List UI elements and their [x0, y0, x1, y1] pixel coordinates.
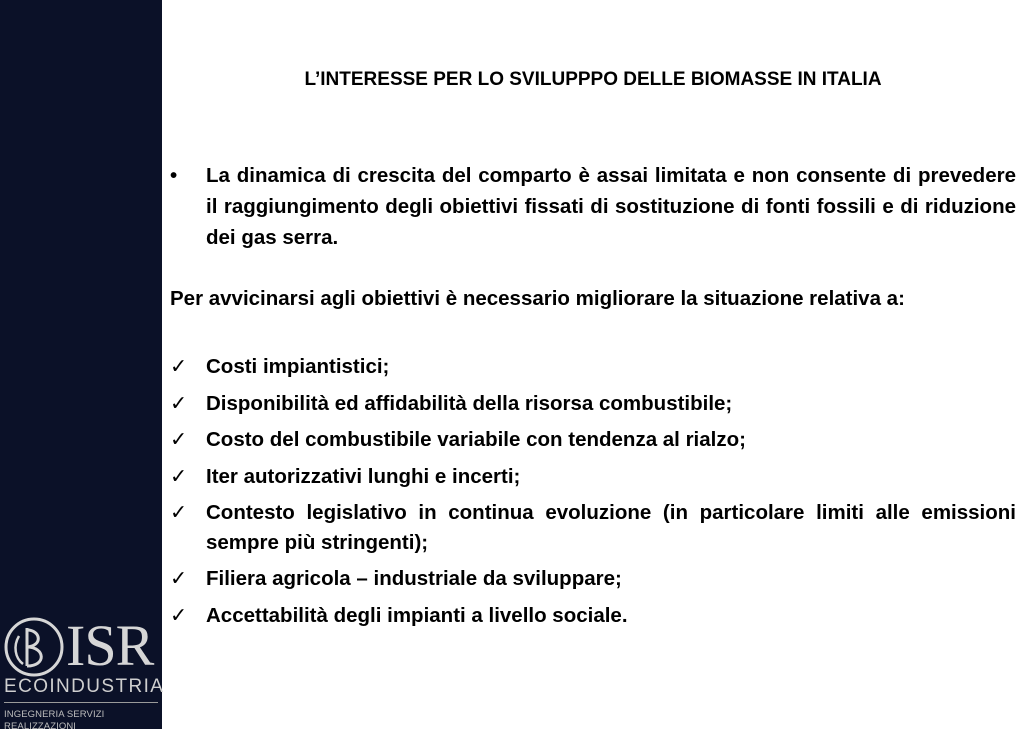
checklist-item: [170, 352, 1016, 382]
logo-subtitle: ECOINDUSTRIA: [4, 676, 165, 697]
checklist-item: [170, 564, 1016, 594]
check-icon: ✓: [170, 428, 188, 451]
bullet-item: [170, 160, 1016, 253]
logo-tagline: INGEGNERIA SERVIZI REALIZZAZIONI: [4, 709, 105, 732]
checklist-item-text: Iter autorizzativi lunghi e incerti;: [206, 464, 521, 488]
check-icon: ✓: [170, 355, 188, 378]
intro-paragraph: Per avvicinarsi agli obiettivi è necessario migliorare la situazione relativa a:: [170, 287, 905, 310]
logo-monogram-icon: [3, 616, 65, 678]
checklist-item-text: Filiera agricola – industriale da sviluppare;: [206, 567, 622, 590]
logo-brand-text: ISR: [66, 613, 154, 678]
checklist-item: [170, 389, 1016, 419]
check-icon: ✓: [170, 567, 188, 590]
checklist-item-text: Costi impiantistici;: [206, 355, 390, 378]
company-logo: [0, 612, 165, 732]
checklist-item-text: Contesto legislativo in continua evoluzione (in particolare limiti alle emissioni sempre più stringenti);: [206, 501, 1016, 554]
check-icon: ✓: [170, 501, 188, 524]
checklist-item: [170, 601, 1016, 631]
check-icon: ✓: [170, 464, 188, 488]
slide-content: [170, 160, 1016, 637]
checklist-item: [170, 462, 1016, 492]
checklist: [170, 352, 1016, 630]
bullet-marker: •: [170, 164, 178, 187]
check-icon: ✓: [170, 603, 188, 627]
bullet-text: La dinamica di crescita del comparto è assai limitata e non consente di prevedere il raggiungimento degli obiettivi fissati di sostituzione di fonti fossili e di riduzione dei gas serra.: [206, 164, 1016, 249]
checklist-item-text: Costo del combustibile variabile con tendenza al rialzo;: [206, 428, 746, 451]
checklist-item-text: Accettabilità degli impianti a livello sociale.: [206, 603, 628, 627]
check-icon: ✓: [170, 391, 188, 415]
logo-divider: [4, 702, 158, 703]
slide-title: L’INTERESSE PER LO SVILUPPPO DELLE BIOMASSE IN ITALIA: [304, 69, 882, 90]
checklist-item-text: Disponibilità ed affidabilità della risorsa combustibile;: [206, 391, 733, 415]
checklist-item: [170, 425, 1016, 455]
checklist-item: [170, 498, 1016, 557]
sidebar: [0, 0, 165, 732]
